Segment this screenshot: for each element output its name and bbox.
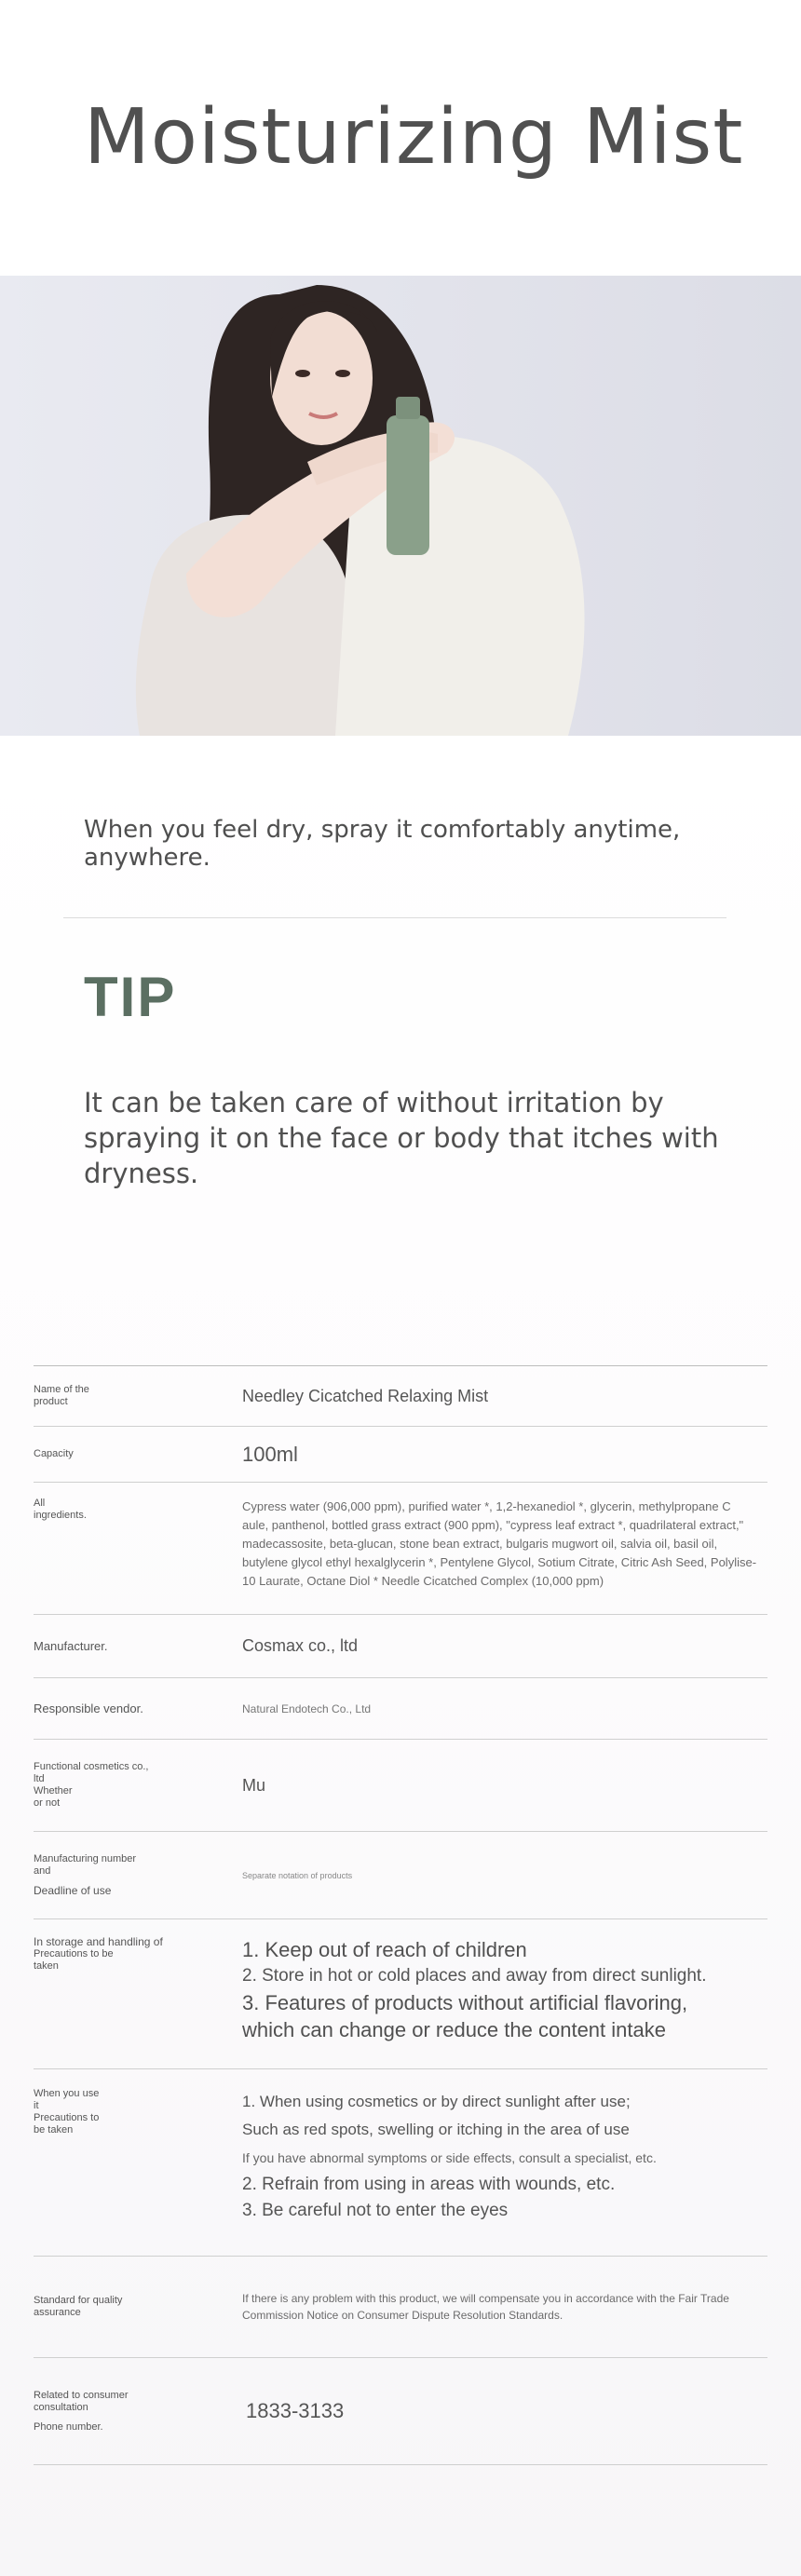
label-line: Standard for quality [34, 2295, 123, 2306]
product-model-photo [0, 276, 801, 736]
spec-value-ingredients: Cypress water (906,000 ppm), purified water *, 1,2-hexanediol *, glycerin, methylpropane C aule, panthenol, bottled grass extract (900 ppm), "cypress leaf extract *, quadrilateral extract," madecassosite, beta-glucan, stone bean extract, bulgaris mugwort oil, salvia oil, basil oil, butylene glycol ethyl hexalglycerin *, Pentylene Glycol, Sotium Citrate, Citric Ash Seed, Polylise- 10 Laurate, Octane Diol * Needle Cicatched Complex (10,000 ppm) [242, 1499, 757, 1588]
spec-label [34, 1761, 242, 1810]
label-line: All [34, 1498, 46, 1509]
use-line: 2. Refrain from using in areas with wounds, etc. [242, 2175, 616, 2194]
spec-label [34, 1498, 242, 1522]
spec-row-quality [34, 2257, 767, 2358]
spec-label [34, 1936, 242, 1973]
use-line: 3. Be careful not to enter the eyes [242, 2201, 509, 2220]
label-line: When you use [34, 2088, 100, 2099]
spec-row-manufacturer [34, 1615, 767, 1678]
storage-line: 2. Store in hot or cold places and away from direct sunlight. [242, 1966, 707, 1986]
label-line: Functional cosmetics co., [34, 1761, 149, 1772]
spec-label [34, 2390, 242, 2434]
label-line: taken [34, 1960, 59, 1972]
product-info-table [34, 1365, 767, 2465]
spec-row-capacity [34, 1427, 767, 1483]
label-line: and [34, 1865, 51, 1877]
spec-row-storage [34, 1919, 767, 2069]
label-line: Manufacturer. [34, 1639, 108, 1653]
page-title: Moisturizing Mist [84, 93, 744, 182]
label-line: Capacity [34, 1448, 74, 1459]
storage-line: 1. Keep out of reach of children [242, 1938, 527, 1961]
spec-row-functional [34, 1740, 767, 1832]
spec-value-manufacturing: Separate notation of products [242, 1870, 353, 1880]
spec-row-vendor [34, 1678, 767, 1740]
spec-label [34, 2088, 242, 2136]
storage-line: 3. Features of products without artificial flavoring, [242, 1991, 688, 2014]
label-line: or not [34, 1797, 61, 1809]
label-line: product [34, 1396, 68, 1407]
product-tagline: When you feel dry, spray it comfortably anytime, anywhere. [84, 816, 681, 872]
spec-value-quality: If there is any problem with this product, we will compensate you in accordance with the Fair Trade Commission Notice on Consumer Dispute Resolution Standards. [242, 2292, 729, 2322]
use-line: 1. When using cosmetics or by direct sunlight after use; [242, 2093, 631, 2110]
spec-row-consultation [34, 2358, 767, 2465]
use-line: Such as red spots, swelling or itching in the area of use [242, 2121, 630, 2138]
spec-label [34, 1448, 242, 1460]
spec-row-ingredients [34, 1483, 767, 1615]
spec-row-manufacturing [34, 1832, 767, 1919]
label-line: Name of the [34, 1384, 89, 1395]
label-line: consultation [34, 2401, 88, 2413]
use-line: If you have abnormal symptoms or side effects, consult a specialist, etc. [242, 2150, 657, 2165]
label-line: Phone number. [34, 2420, 103, 2433]
spec-row-use [34, 2069, 767, 2257]
label-line: ltd [34, 1773, 45, 1784]
label-line: Deadline of use [34, 1884, 112, 1897]
label-line: In storage and handling of [34, 1935, 163, 1948]
label-line: assurance [34, 2307, 81, 2318]
label-line: be taken [34, 2124, 74, 2135]
label-line: it [34, 2100, 39, 2111]
spec-value-storage [242, 1936, 767, 2043]
spec-label [34, 1384, 242, 1408]
spec-value-use [242, 2088, 767, 2224]
storage-line: which can change or reduce the content intake [242, 2018, 666, 2041]
section-divider [63, 917, 726, 918]
label-line: Related to consumer [34, 2389, 129, 2401]
spec-label [34, 2295, 242, 2319]
label-gap [34, 2414, 242, 2421]
spec-value-vendor: Natural Endotech Co., Ltd [242, 1702, 372, 1715]
label-line: Precautions to be [34, 1948, 114, 1959]
spec-label [34, 1853, 242, 1897]
spec-label [34, 1640, 242, 1652]
label-line: Whether [34, 1785, 73, 1796]
tip-heading: TIP [84, 966, 177, 1028]
spec-value-product-name: Needley Cicatched Relaxing Mist [242, 1386, 489, 1405]
model-illustration [0, 276, 801, 736]
spec-value-functional: Mu [242, 1775, 266, 1795]
spec-value-phone: 1833-3133 [246, 2399, 345, 2422]
spec-value-capacity: 100ml [242, 1442, 298, 1466]
label-line: ingredients. [34, 1510, 87, 1521]
label-line: Manufacturing number [34, 1853, 137, 1864]
spec-value-manufacturer: Cosmax co., ltd [242, 1636, 359, 1655]
label-line: Precautions to [34, 2112, 100, 2123]
spec-row-name [34, 1366, 767, 1427]
tip-body: It can be taken care of without irritation by spraying it on the face or body that itches with dryness. [84, 1087, 719, 1189]
label-line: Responsible vendor. [34, 1702, 143, 1715]
spec-label [34, 1702, 242, 1715]
